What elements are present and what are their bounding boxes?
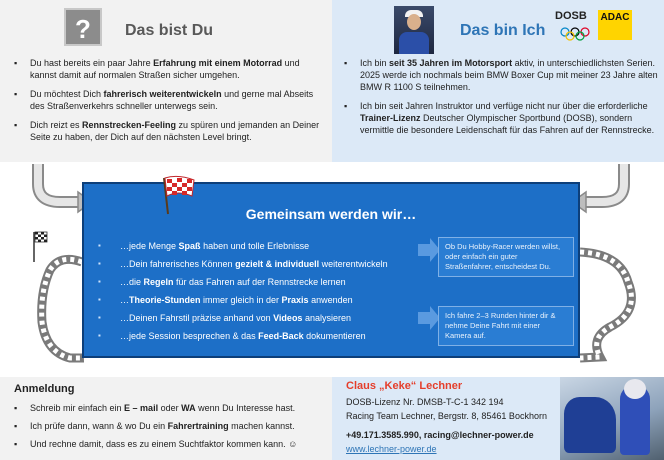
main-title: Gemeinsam werden wir… bbox=[245, 206, 417, 222]
list-item: ▪ Du hast bereits ein paar Jahre Erfahrung mit einem Motorrad und kannst damit auf normalen Straßen sicher umgehen. bbox=[10, 57, 326, 81]
rider-photo bbox=[560, 377, 664, 460]
list-item: ▪ …die Regeln für das Fahren auf der Rennstrecke lernen bbox=[94, 276, 424, 288]
list-item: ▪ Ich bin seit Jahren Instruktor und verfüge nicht nur über die erforderliche Trainer-Lizenz Deutscher Olympischer Sportbund (DOSB), sondern vermittle die besondere Leidenschaft für das Fahren auf der Rennstrecke. bbox=[340, 100, 660, 136]
olympic-rings-icon bbox=[559, 26, 591, 42]
list-item: ▪ …Theorie-Stunden immer gleich in der Praxis anwenden bbox=[94, 294, 424, 306]
left-heading: Das bist Du bbox=[125, 22, 214, 39]
finish-flag-icon bbox=[35, 232, 47, 242]
list-item: ▪ Dich reizt es Rennstrecken-Feeling zu spüren und jemanden an Deiner Seite zu haben, der Dich auf den nächsten Level bringt. bbox=[10, 119, 326, 143]
note-camera: Ich fahre 2–3 Runden hinter dir & nehme Deine Fahrt mit einer Kamera auf. bbox=[438, 306, 574, 346]
right-heading: Das bin Ich bbox=[460, 22, 546, 39]
list-item: ▪ Ich prüfe dann, wann & wo Du ein Fahrertraining machen kannst. bbox=[10, 420, 330, 432]
list-item: ▪ …Dein fahrerisches Können gezielt & individuell weiterentwickeln bbox=[94, 258, 424, 270]
list-item: ▪ Und rechne damit, dass es zu einem Suchtfaktor kommen kann. ☺ bbox=[10, 438, 330, 450]
signup-list bbox=[10, 402, 330, 456]
contact-name: Claus „Keke“ Lechner bbox=[346, 380, 463, 392]
left-bullet-list bbox=[10, 57, 326, 150]
list-item: ▪ Du möchtest Dich fahrerisch weiterentwickeln und gerne mal Abseits des Straßenverkehrs schneller unterwegs sein. bbox=[10, 88, 326, 112]
list-item: ▪ …Deinen Fahrstil präzise anhand von Videos analysieren bbox=[94, 312, 424, 324]
list-item: ▪ Ich bin seit 35 Jahren im Motorsport aktiv, in unterschiedlichsten Serien. 2025 werde ich nochmals beim BMW Boxer Cup mit meiner 23 Jahre alten BMW R 1100 S teilnehmen. bbox=[340, 57, 660, 93]
contact-phone-email[interactable]: +49.171.3585.990, racing@lechner-power.de bbox=[346, 430, 534, 440]
contact-address: Racing Team Lechner, Bergstr. 8, 85461 Bockhorn bbox=[346, 411, 547, 421]
note-hobby-racer: Ob Du Hobby-Racer werden willst, oder einfach ein guter Straßenfahrer, entscheidest Du. bbox=[438, 237, 574, 277]
right-bullet-list bbox=[340, 57, 660, 143]
main-list bbox=[94, 240, 424, 348]
adac-logo: ADAC bbox=[598, 10, 632, 40]
website-link[interactable]: www.lechner-power.de bbox=[346, 444, 437, 454]
list-item: ▪ …jede Session besprechen & das Feed-Back dokumentieren bbox=[94, 330, 424, 342]
contact-license: DOSB-Lizenz Nr. DMSB-T-C-1 342 194 bbox=[346, 397, 504, 407]
signup-heading: Anmeldung bbox=[14, 383, 75, 395]
question-icon: ? bbox=[64, 8, 102, 46]
note-arrows bbox=[418, 236, 440, 332]
dosb-logo: DOSB bbox=[555, 10, 595, 46]
list-item: ▪ Schreib mir einfach ein E – mail oder WA wenn Du Interesse hast. bbox=[10, 402, 330, 414]
list-item: ▪ …jede Menge Spaß haben und tolle Erlebnisse bbox=[94, 240, 424, 252]
portrait-photo bbox=[394, 6, 434, 54]
